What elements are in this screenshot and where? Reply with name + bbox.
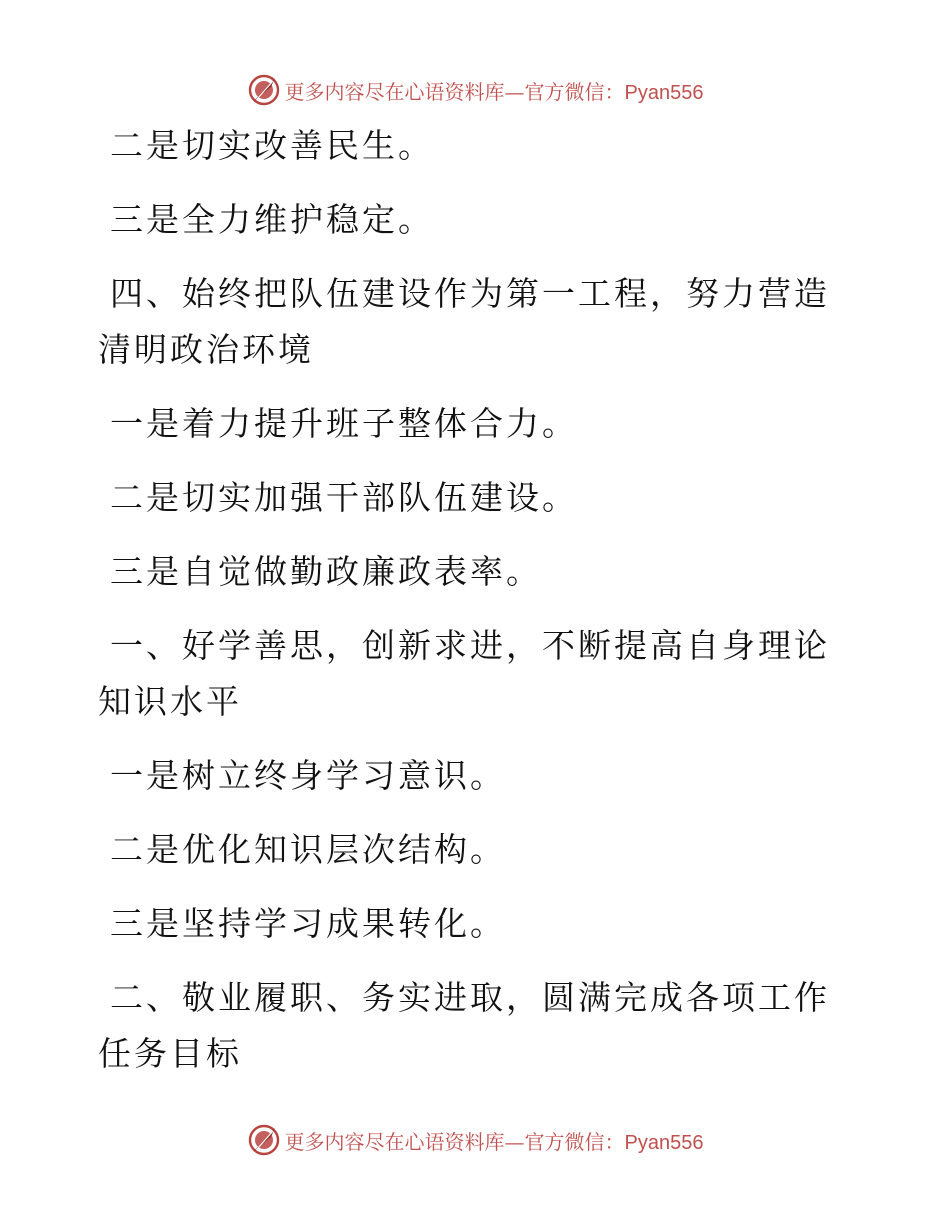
paragraph: 二是优化知识层次结构。 bbox=[110, 830, 506, 869]
paragraph: 二是切实加强干部队伍建设。 bbox=[110, 478, 578, 517]
paragraph: 一是着力提升班子整体合力。 bbox=[110, 404, 578, 443]
paragraph: 一是树立终身学习意识。 bbox=[110, 756, 506, 795]
paragraph: 三是坚持学习成果转化。 bbox=[110, 904, 506, 943]
header-watermark-banner bbox=[0, 70, 950, 110]
section-heading: 二、敬业履职、务实进取，圆满完成各项工作任务目标 bbox=[98, 978, 830, 1073]
section-heading: 一、好学善思，创新求进，不断提高自身理论知识水平 bbox=[98, 626, 830, 721]
document-body bbox=[98, 118, 838, 1100]
watermark-text: 更多内容尽在心语资料库—官方微信：Pyan556 bbox=[284, 79, 704, 104]
section-heading: 四、始终把队伍建设作为第一工程，努力营造清明政治环境 bbox=[98, 274, 830, 369]
paragraph: 三是自觉做勤政廉政表率。 bbox=[110, 552, 542, 591]
footer-watermark-banner bbox=[0, 1120, 950, 1160]
paragraph: 三是全力维护稳定。 bbox=[110, 200, 434, 239]
quill-pen-logo-icon bbox=[247, 1123, 281, 1157]
quill-pen-logo-icon bbox=[247, 73, 281, 107]
watermark-text: 更多内容尽在心语资料库—官方微信：Pyan556 bbox=[284, 1129, 704, 1154]
paragraph: 二是切实改善民生。 bbox=[110, 126, 434, 165]
